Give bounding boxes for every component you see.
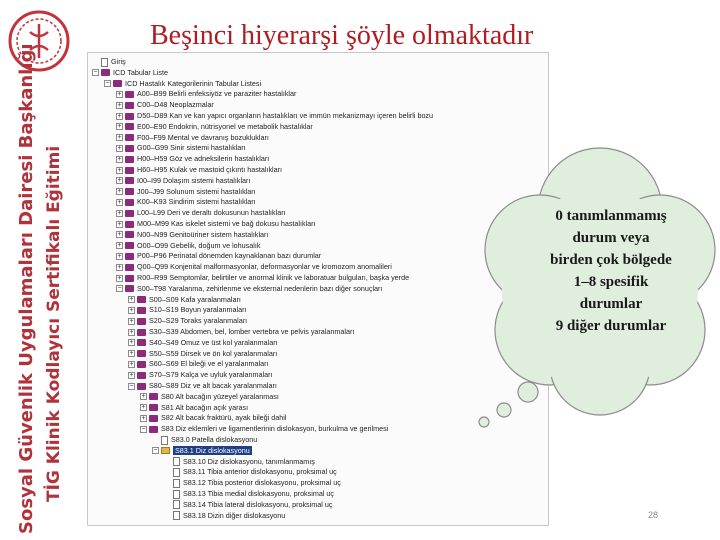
expand-icon[interactable]: +	[117, 252, 122, 260]
tree-row-label: M00–M99 Kas iskelet sistemi ve bağ dokusu hastalıkları	[137, 219, 316, 228]
tree-row-label: S70–S79 Kalça ve uyluk yaralanmaları	[149, 370, 273, 380]
page-icon	[173, 500, 180, 509]
tree-row[interactable]	[116, 176, 250, 186]
tree-row[interactable]	[152, 446, 252, 456]
tree-row-label: G00–G99 Sinir sistemi hastalıkları	[137, 143, 246, 153]
tree-row-label: A00–B99 Belirli enfeksiyöz ve paraziter hastalıklar	[137, 89, 297, 99]
expand-icon[interactable]: +	[129, 328, 134, 336]
expand-icon[interactable]: +	[129, 360, 134, 368]
book-icon	[125, 145, 134, 152]
book-icon	[125, 102, 134, 109]
tree-row[interactable]	[116, 219, 316, 229]
book-icon	[125, 275, 134, 282]
tree-row[interactable]	[164, 467, 337, 477]
callout-line: 0 tanımlanmamış	[555, 208, 667, 224]
expand-icon[interactable]: +	[129, 306, 134, 314]
tree-row-label: O00–O99 Gebelik, doğum ve lohusalık	[137, 240, 261, 250]
callout-text	[512, 205, 710, 337]
book-icon	[125, 264, 134, 271]
tree-row-label: L00–L99 Deri ve deraltı dokusunun hastalıkları	[137, 208, 286, 218]
tree-row[interactable]	[128, 295, 241, 305]
book-icon	[149, 393, 158, 400]
book-icon	[125, 221, 134, 228]
callout-line: 1–8 spesifik	[573, 274, 649, 290]
tree-row[interactable]	[164, 489, 334, 499]
tree-row[interactable]	[116, 111, 433, 121]
tree-row-label: H00–H59 Göz ve adneksilerin hastalıkları	[137, 154, 270, 164]
tree-row[interactable]	[128, 327, 354, 337]
tree-row-label: S83.11 Tibia anterior dislokasyonu, proksimal uç	[183, 467, 337, 477]
expand-icon[interactable]: +	[129, 317, 134, 325]
tree-row[interactable]	[128, 316, 247, 326]
tree-row[interactable]	[116, 187, 256, 197]
book-icon	[137, 296, 146, 303]
tree-row[interactable]	[128, 370, 272, 380]
expand-icon[interactable]: +	[117, 198, 122, 206]
collapse-icon[interactable]: −	[117, 285, 122, 293]
page-icon	[173, 490, 180, 499]
tree-row[interactable]	[116, 197, 256, 207]
tree-row[interactable]	[164, 500, 332, 510]
book-icon	[125, 113, 134, 120]
expand-icon[interactable]: +	[129, 371, 134, 379]
expand-icon[interactable]: +	[129, 339, 134, 347]
tree-row-label: S10–S19 Boyun yaralanmaları	[149, 305, 247, 315]
book-icon	[125, 188, 134, 195]
page-icon	[173, 479, 180, 488]
callout-line: durumlar	[579, 296, 643, 312]
expand-icon[interactable]: +	[117, 242, 122, 250]
tree-row[interactable]	[116, 100, 214, 110]
tree-row-label: S83.14 Tibia lateral dislokasyonu, proksimal uç	[183, 499, 333, 509]
expand-icon[interactable]: +	[141, 393, 146, 401]
book-icon	[125, 285, 134, 292]
tree-row[interactable]	[116, 273, 409, 283]
expand-icon[interactable]: +	[129, 296, 134, 304]
tree-row[interactable]	[128, 305, 247, 315]
tree-row[interactable]	[116, 165, 282, 175]
brand-line-1: Sosyal Güvenlik Uygulamaları Dairesi Başkanlığı	[16, 43, 37, 534]
tree-row[interactable]	[128, 381, 277, 391]
expand-icon[interactable]: +	[129, 350, 134, 358]
tree-row[interactable]	[140, 403, 248, 413]
book-icon	[137, 339, 146, 346]
page-icon	[173, 468, 180, 477]
expand-icon[interactable]: +	[117, 144, 122, 152]
book-icon	[137, 318, 146, 325]
tree-row[interactable]	[164, 511, 285, 521]
book-icon	[125, 134, 134, 141]
tree-row-label: S60–S69 El bileği ve el yaralanmaları	[149, 359, 269, 369]
tree-row[interactable]	[92, 57, 126, 67]
slide-title: Beşinci hiyerarşi şöyle olmaktadır	[150, 20, 534, 51]
book-icon	[137, 361, 146, 368]
tree-row-label: H60–H95 Kulak ve mastoid çıkıntı hastalıkları	[137, 165, 283, 174]
tree-row[interactable]	[140, 424, 388, 434]
book-icon	[125, 177, 134, 184]
tree-row[interactable]	[116, 230, 268, 240]
book-icon	[149, 426, 158, 433]
expand-icon[interactable]: +	[117, 123, 122, 131]
page-number: 28	[648, 510, 659, 520]
tree-row[interactable]	[116, 251, 321, 261]
folder-icon	[161, 447, 170, 454]
book-icon	[125, 123, 134, 130]
tree-row[interactable]	[116, 154, 269, 164]
book-icon	[125, 199, 134, 206]
book-icon	[125, 210, 134, 217]
tree-row-label: D50–D89 Kan ve kan yapıcı organların hastalıkları ve immün mekanizmayı içeren belirli bozu	[137, 111, 434, 120]
book-icon	[149, 404, 158, 411]
page-icon	[161, 436, 168, 445]
tree-row-label: N00–N99 Genitoüriner sistem hastalıkları	[137, 229, 269, 239]
book-icon	[125, 253, 134, 260]
tree-row-label: ICD Hastalık Kategorilerinin Tabular Listesi	[125, 78, 262, 88]
tree-row-label: J00–J99 Solunum sistemi hastalıkları	[137, 186, 256, 196]
tree-row[interactable]	[164, 457, 315, 467]
tree-row-label: S82 Alt bacak fraktürü, ayak bileği dahil	[161, 413, 287, 423]
expand-icon[interactable]: +	[117, 231, 122, 239]
expand-icon[interactable]: +	[117, 101, 122, 109]
tree-row-label: S50–S59 Dirsek ve ön kol yaralanmaları	[149, 348, 278, 358]
tree-row-label: K00–K93 Sindirim sistemi hastalıkları	[137, 197, 256, 207]
callout-line: birden çok bölgede	[550, 252, 672, 268]
expand-icon[interactable]: +	[117, 155, 122, 163]
collapse-icon[interactable]: −	[153, 447, 158, 455]
tree-row[interactable]	[92, 68, 168, 78]
callout-line: durum veya	[572, 230, 650, 246]
tree-row-label: C00–D48 Neoplazmalar	[137, 100, 214, 110]
tree-row[interactable]	[140, 392, 279, 402]
tree-row-label: E00–E90 Endokrin, nütrisyonel ve metabolik hastalıklar	[137, 121, 313, 131]
tree-row-label: S00–S09 Kafa yaralanmaları	[149, 294, 241, 304]
tree-row-label: S83.1 Diz dislokasyonu	[175, 445, 250, 455]
tree-row[interactable]	[116, 122, 313, 132]
tree-row-label: S83.18 Dizin diğer dislokasyonu	[183, 510, 286, 520]
tree-row-label: F00–F99 Mental ve davranış bozuklukları	[137, 132, 269, 142]
tree-row[interactable]	[140, 413, 286, 423]
collapse-icon[interactable]: −	[141, 425, 146, 433]
callout-line: 9 diğer durumlar	[555, 318, 667, 334]
book-icon	[137, 350, 146, 357]
book-icon	[137, 383, 146, 390]
expand-icon[interactable]: +	[117, 90, 122, 98]
tree-row[interactable]	[104, 79, 261, 89]
expand-icon[interactable]: +	[117, 134, 122, 142]
expand-icon[interactable]: +	[117, 166, 122, 174]
tree-row-label: S83.10 Diz dislokasyonu, tanımlanmamış	[183, 456, 315, 466]
book-icon	[125, 231, 134, 238]
tree-row-label: R00–R99 Semptomlar, belirtiler ve anormal klinik ve laboratuar bulguları, başka yerde	[137, 273, 410, 282]
tree-row[interactable]	[152, 435, 257, 445]
page-icon	[173, 511, 180, 520]
tree-row-label: S80 Alt bacağın yüzeyel yaralanması	[161, 391, 279, 401]
expand-icon[interactable]: +	[117, 263, 122, 271]
tree-row-label: P00–P96 Perinatal dönemden kaynaklanan bazı durumlar	[137, 251, 322, 261]
page-icon	[101, 58, 108, 67]
tree-row-label: Q00–Q99 Konjenital malformasyonlar, deformasyonlar ve kromozom anomalileri	[137, 262, 392, 272]
page-icon	[173, 457, 180, 466]
collapse-icon[interactable]: −	[129, 382, 134, 390]
collapse-icon[interactable]: −	[93, 69, 98, 77]
tree-row-label: S81 Alt bacağın açık yarası	[161, 402, 249, 412]
tree-row[interactable]	[128, 359, 268, 369]
tree-row-label: Giriş	[111, 57, 126, 66]
tree-row-label: S83 Diz eklemleri ve ligamentlerinin dislokasyon, burkulma ve gerilmesi	[161, 424, 389, 434]
book-icon	[137, 372, 146, 379]
tree-row-label: I00–I99 Dolaşım sistemi hastalıkları	[137, 175, 251, 185]
book-icon	[125, 156, 134, 163]
tree-row-label: S00–T98 Yaralanma, zehirlenme ve eksternal nedenlerin bazı diğer sonuçları	[137, 283, 383, 293]
tree-row[interactable]	[116, 133, 269, 143]
tree-row[interactable]	[116, 208, 286, 218]
expand-icon[interactable]: +	[117, 177, 122, 185]
tree-row[interactable]	[164, 478, 341, 488]
brand-sidebar	[0, 0, 88, 540]
expand-icon[interactable]: +	[117, 112, 122, 120]
tree-row-label: S83.12 Tibia posterior dislokasyonu, proksimal uç	[183, 478, 341, 488]
tree-row-label: S83.13 Tibia medial dislokasyonu, proksimal uç	[183, 489, 335, 498]
tree-row-label: S83.0 Patella dislokasyonu	[171, 435, 258, 444]
expand-icon[interactable]: +	[117, 188, 122, 196]
expand-icon[interactable]: +	[117, 274, 122, 282]
tree-row[interactable]	[116, 241, 260, 251]
book-icon	[125, 91, 134, 98]
book-icon	[137, 329, 146, 336]
tree-row[interactable]	[116, 284, 382, 294]
book-icon	[137, 307, 146, 314]
book-icon	[149, 415, 158, 422]
tree-row[interactable]	[116, 143, 246, 153]
brand-line-2: TİG Klinik Kodlayıcı Sertifikalı Eğitimi	[44, 145, 64, 502]
expand-icon[interactable]: +	[117, 220, 122, 228]
tree-row-label: S30–S39 Abdomen, bel, lomber vertebra ve pelvis yaralanmaları	[149, 327, 355, 336]
book-icon	[125, 167, 134, 174]
tree-row-label: S40–S49 Omuz ve üst kol yaralanmaları	[149, 337, 278, 347]
book-icon	[125, 242, 134, 249]
tree-row[interactable]	[128, 349, 277, 359]
expand-icon[interactable]: +	[141, 404, 146, 412]
expand-icon[interactable]: +	[117, 209, 122, 217]
tree-row[interactable]	[128, 338, 278, 348]
tree-row[interactable]	[116, 89, 296, 99]
collapse-icon[interactable]: −	[105, 80, 110, 88]
tree-row-label: S80–S89 Diz ve alt bacak yaralanmaları	[149, 381, 277, 390]
tree-row[interactable]	[116, 262, 392, 272]
book-icon	[113, 80, 122, 87]
tree-row-label: ICD Tabular Liste	[113, 67, 168, 77]
tree-row-label: S20–S29 Toraks yaralanmaları	[149, 316, 248, 326]
expand-icon[interactable]: +	[141, 414, 146, 422]
book-icon	[101, 69, 110, 76]
